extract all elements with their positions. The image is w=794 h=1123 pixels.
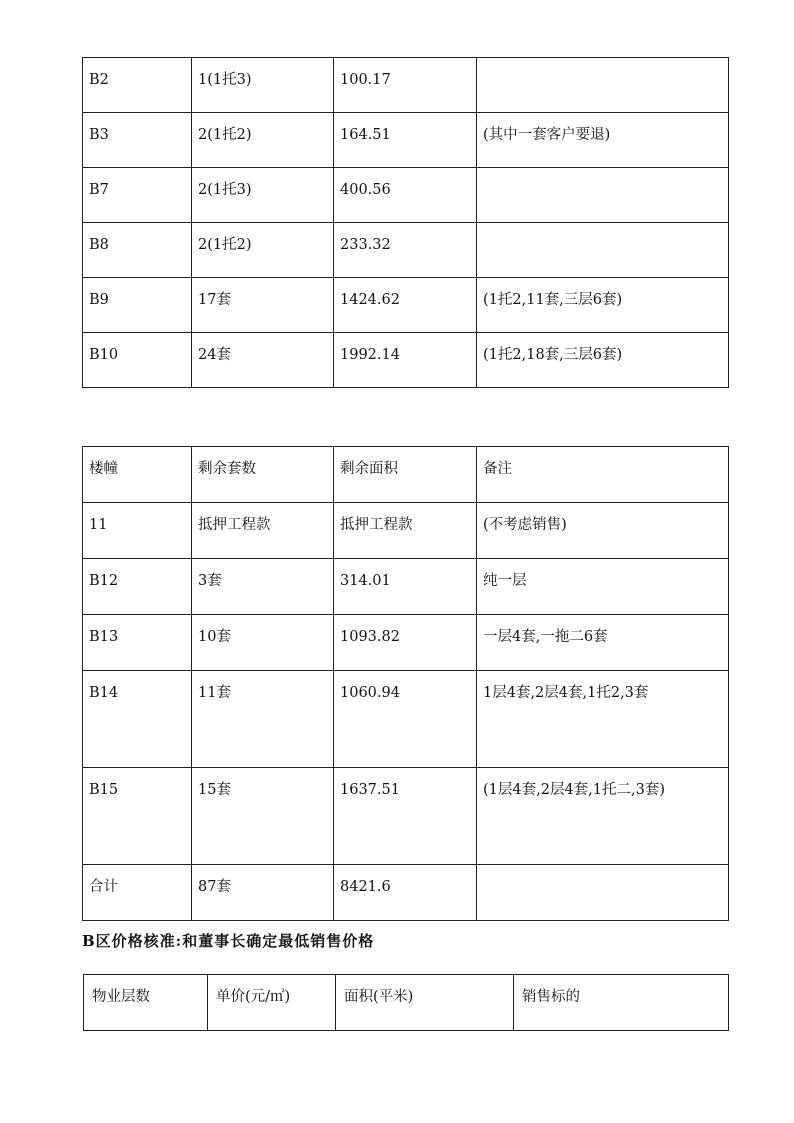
table-cell: 164.51 <box>334 113 477 168</box>
table-cell: 1(1托3) <box>192 58 334 113</box>
table-cell: (1托2,18套,三层6套) <box>477 333 729 388</box>
table-cell <box>477 223 729 278</box>
table-cell: (其中一套客户要退) <box>477 113 729 168</box>
header-cell: 销售标的 <box>514 975 729 1031</box>
cell-text: 1层4套,2层4套,1托2,3套 <box>483 685 649 701</box>
table-cell: 纯一层 <box>477 559 729 615</box>
table-cell: 314.01 <box>334 559 477 615</box>
header-cell: 剩余面积 <box>334 447 477 503</box>
table-row <box>83 278 729 333</box>
table-cell: 3套 <box>192 559 334 615</box>
cell-text: (1层4套,2层4套,1托二,3套) <box>483 782 665 798</box>
table-b-units-part1 <box>82 57 729 388</box>
header-cell: 楼幢 <box>83 447 192 503</box>
header-cell: 单价(元/㎡) <box>208 975 336 1031</box>
table-cell <box>477 671 729 768</box>
table-row <box>83 58 729 113</box>
header-cell: 面积(平米) <box>336 975 514 1031</box>
table-cell: 10套 <box>192 615 334 671</box>
table-row <box>83 503 729 559</box>
table-cell: 400.56 <box>334 168 477 223</box>
table-row <box>83 559 729 615</box>
table-row <box>83 333 729 388</box>
table-cell: 一层4套,一拖二6套 <box>477 615 729 671</box>
table-cell: 24套 <box>192 333 334 388</box>
section-heading: B区价格核准:和董事长确定最低销售价格 <box>82 932 375 950</box>
table-cell: 1093.82 <box>334 615 477 671</box>
table-cell <box>477 865 729 921</box>
table-cell: 1060.94 <box>334 671 477 768</box>
header-cell: 物业层数 <box>84 975 208 1031</box>
table-cell: 87套 <box>192 865 334 921</box>
table-cell: 17套 <box>192 278 334 333</box>
table-row <box>83 168 729 223</box>
table-row <box>83 865 729 921</box>
table-cell: B12 <box>83 559 192 615</box>
table-cell: (1托2,11套,三层6套) <box>477 278 729 333</box>
table-row <box>83 615 729 671</box>
table-cell: 2(1托2) <box>192 223 334 278</box>
table-cell: B3 <box>83 113 192 168</box>
header-cell: 备注 <box>477 447 729 503</box>
table-cell: B8 <box>83 223 192 278</box>
table-cell: 抵押工程款 <box>334 503 477 559</box>
table-cell: 11 <box>83 503 192 559</box>
table-cell: 合计 <box>83 865 192 921</box>
table-cell: 抵押工程款 <box>192 503 334 559</box>
table-cell: B13 <box>83 615 192 671</box>
table-cell: 2(1托2) <box>192 113 334 168</box>
table-cell: B15 <box>83 768 192 865</box>
table-row <box>83 223 729 278</box>
table-cell: B10 <box>83 333 192 388</box>
table-row <box>83 671 729 768</box>
table-cell: 1637.51 <box>334 768 477 865</box>
table-cell: 11套 <box>192 671 334 768</box>
table-cell: 8421.6 <box>334 865 477 921</box>
table-header-row <box>84 975 729 1031</box>
table-cell <box>477 58 729 113</box>
table-header-row <box>83 447 729 503</box>
table-row <box>83 768 729 865</box>
table-cell: (不考虑销售) <box>477 503 729 559</box>
table-cell <box>477 168 729 223</box>
table-remaining-units <box>82 446 729 921</box>
table-cell: 1992.14 <box>334 333 477 388</box>
table-cell: 2(1托3) <box>192 168 334 223</box>
table-cell: 15套 <box>192 768 334 865</box>
table-cell: 233.32 <box>334 223 477 278</box>
table-cell: 100.17 <box>334 58 477 113</box>
table-cell: B2 <box>83 58 192 113</box>
table-cell: B9 <box>83 278 192 333</box>
table-price-approval <box>83 974 729 1031</box>
table-cell <box>477 768 729 865</box>
table-cell: B14 <box>83 671 192 768</box>
table-cell: B7 <box>83 168 192 223</box>
table-row <box>83 113 729 168</box>
table-cell: 1424.62 <box>334 278 477 333</box>
header-cell: 剩余套数 <box>192 447 334 503</box>
